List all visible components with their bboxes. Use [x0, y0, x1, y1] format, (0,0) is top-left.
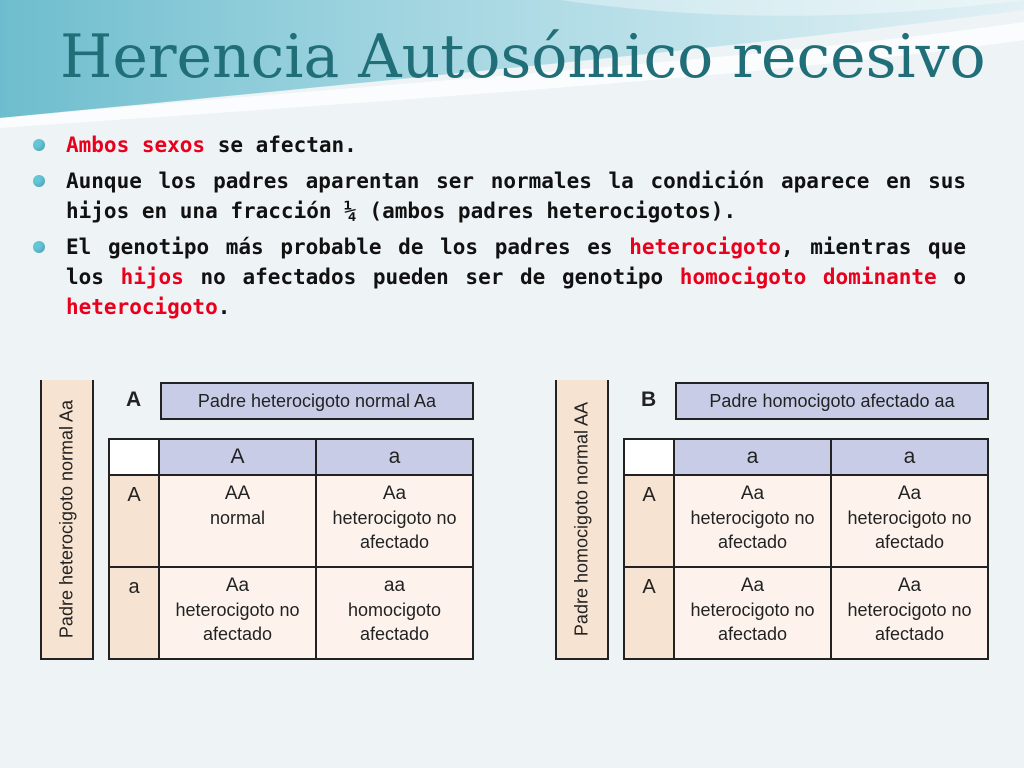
row-header: A	[109, 475, 159, 567]
panel-header: Padre heterocigoto normal Aa	[160, 382, 474, 420]
phenotype: heterocigoto no afectado	[332, 508, 457, 552]
genotype: Aa	[740, 483, 765, 504]
panel-letter: B	[641, 388, 657, 411]
grid-cell	[831, 475, 988, 567]
row-header: A	[624, 475, 674, 567]
punnett-grid	[108, 438, 474, 660]
bullet-text: no afectados pueden ser de genotipo	[183, 265, 680, 289]
panel-letter: A	[126, 388, 142, 411]
phenotype: heterocigoto no afectado	[847, 600, 972, 644]
bullet-text: .	[217, 295, 231, 319]
phenotype: homocigoto afectado	[347, 600, 442, 644]
side-parent-text: Padre homocigoto normal AA	[571, 401, 592, 637]
genotype: Aa	[382, 483, 407, 504]
grid-corner	[109, 439, 159, 475]
panel-header: Padre homocigoto afectado aa	[675, 382, 989, 420]
grid-cell	[316, 475, 473, 567]
punnett-grid	[623, 438, 989, 660]
grid-cell	[674, 567, 831, 659]
row-header: A	[624, 567, 674, 659]
side-parent-label	[555, 380, 609, 660]
bullet-text: Aunque los padres aparentan ser normales la condición aparece en sus hijos en una fracción ¼ (ambos padres heterocigotos).	[66, 169, 966, 223]
bullet-item-3	[30, 232, 966, 322]
bullet-text: o	[936, 265, 966, 289]
bullet-item-2	[30, 166, 966, 226]
highlight-text: heterocigoto	[629, 235, 781, 259]
genotype: Aa	[897, 483, 922, 504]
bullet-text: , mientras que los	[66, 235, 966, 289]
highlight-text: heterocigoto	[66, 295, 218, 319]
column-header: a	[674, 439, 831, 475]
genotype: AA	[224, 483, 251, 504]
side-parent-label	[40, 380, 94, 660]
genotype: aa	[383, 575, 406, 596]
highlight-text: Ambos sexos	[66, 133, 206, 157]
punnett-panel-b	[555, 380, 1005, 660]
genotype: Aa	[897, 575, 922, 596]
bullet-dot-icon	[33, 241, 45, 253]
grid-cell	[674, 475, 831, 567]
bullet-dot-icon	[33, 175, 45, 187]
highlight-text: hijos	[120, 265, 184, 289]
grid-cell	[159, 567, 316, 659]
highlight-text: homocigoto dominante	[679, 265, 937, 289]
grid-cell	[159, 475, 316, 567]
bullet-item-1	[30, 130, 966, 160]
grid-cell	[316, 567, 473, 659]
bullet-list	[30, 130, 966, 328]
column-header: A	[159, 439, 316, 475]
side-parent-text: Padre heterocigoto normal Aa	[56, 399, 77, 639]
phenotype: heterocigoto no afectado	[175, 600, 300, 644]
bullet-text: El genotipo más probable de los padres es	[66, 235, 630, 259]
phenotype: heterocigoto no afectado	[690, 508, 815, 552]
phenotype: normal	[209, 508, 266, 528]
grid-cell	[831, 567, 988, 659]
slide-title: Herencia Autosómico recesivo	[60, 22, 986, 92]
punnett-panel-a	[40, 380, 490, 660]
phenotype: heterocigoto no afectado	[847, 508, 972, 552]
bullet-text: se afectan.	[205, 133, 357, 157]
grid-corner	[624, 439, 674, 475]
bullet-dot-icon	[33, 139, 45, 151]
genotype: Aa	[225, 575, 250, 596]
column-header: a	[831, 439, 988, 475]
phenotype: heterocigoto no afectado	[690, 600, 815, 644]
row-header: a	[109, 567, 159, 659]
column-header: a	[316, 439, 473, 475]
genotype: Aa	[740, 575, 765, 596]
